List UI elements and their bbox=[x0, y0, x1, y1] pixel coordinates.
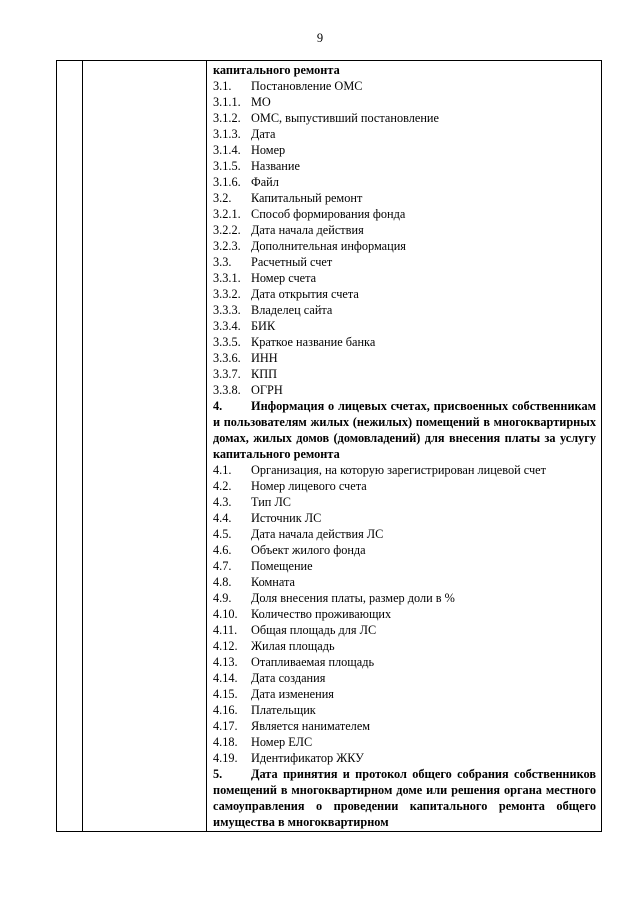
item-text: МО bbox=[251, 95, 271, 109]
item-number: 3.1.6. bbox=[213, 175, 241, 189]
item-text: Дата начала действия bbox=[251, 223, 364, 237]
item-text: Тип ЛС bbox=[251, 495, 291, 509]
list-item bbox=[213, 670, 596, 686]
item-number: 3.3.3. bbox=[213, 303, 241, 317]
item-number: 3.1.5. bbox=[213, 159, 241, 173]
item-text: Способ формирования фонда bbox=[251, 207, 406, 221]
list-item bbox=[213, 334, 596, 350]
item-number: 3.1.3. bbox=[213, 127, 241, 141]
item-text: Файл bbox=[251, 175, 279, 189]
list-item bbox=[213, 542, 596, 558]
item-number: 3.3.1. bbox=[213, 271, 241, 285]
list-item bbox=[213, 702, 596, 718]
list-item bbox=[213, 350, 596, 366]
continuation-heading: капитального ремонта bbox=[213, 63, 340, 77]
item-text: Источник ЛС bbox=[251, 511, 322, 525]
section-title: Дата принятия и протокол общего собрания собственников помещений в многоквартирном доме или решения органа местного самоуправления о проведении капитального ремонта общего имущества в многоквартирном bbox=[213, 767, 596, 829]
list-item bbox=[213, 318, 596, 334]
list-item bbox=[213, 606, 596, 622]
item-text: Помещение bbox=[251, 559, 313, 573]
item-number: 4.12. bbox=[213, 639, 238, 653]
section-number: 5. bbox=[213, 767, 223, 781]
list-item bbox=[213, 286, 596, 302]
item-number: 4.9. bbox=[213, 591, 232, 605]
list-item bbox=[213, 126, 596, 142]
column-divider bbox=[82, 61, 83, 831]
item-text: Общая площадь для ЛС bbox=[251, 623, 377, 637]
item-number: 4.18. bbox=[213, 735, 238, 749]
item-number: 4.8. bbox=[213, 575, 232, 589]
list-item bbox=[213, 622, 596, 638]
item-number: 3.2. bbox=[213, 191, 232, 205]
list-item bbox=[213, 494, 596, 510]
item-number: 4.11. bbox=[213, 623, 238, 637]
item-text: Номер лицевого счета bbox=[251, 479, 367, 493]
item-number: 3.1. bbox=[213, 79, 232, 93]
item-text: Доля внесения платы, размер доли в % bbox=[251, 591, 455, 605]
item-number: 4.6. bbox=[213, 543, 232, 557]
item-number: 3.3. bbox=[213, 255, 232, 269]
item-number: 3.3.5. bbox=[213, 335, 241, 349]
list-item bbox=[213, 142, 596, 158]
item-number: 3.3.7. bbox=[213, 367, 241, 381]
list-item bbox=[213, 78, 596, 94]
page-number: 9 bbox=[316, 31, 324, 45]
item-number: 4.1. bbox=[213, 463, 232, 477]
list-item bbox=[213, 254, 596, 270]
item-number: 3.1.4. bbox=[213, 143, 241, 157]
item-number: 4.13. bbox=[213, 655, 238, 669]
item-number: 3.3.8. bbox=[213, 383, 241, 397]
item-text: Капитальный ремонт bbox=[251, 191, 363, 205]
item-text: Номер ЕЛС bbox=[251, 735, 313, 749]
item-number: 4.2. bbox=[213, 479, 232, 493]
item-text: Номер счета bbox=[251, 271, 317, 285]
item-number: 4.15. bbox=[213, 687, 238, 701]
list-item bbox=[213, 462, 596, 478]
item-text: Жилая площадь bbox=[251, 639, 335, 653]
column-divider bbox=[206, 61, 207, 831]
list-item bbox=[213, 590, 596, 606]
list-item bbox=[213, 190, 596, 206]
item-number: 4.17. bbox=[213, 719, 238, 733]
item-text: Постановление ОМС bbox=[251, 79, 363, 93]
item-number: 3.2.2. bbox=[213, 223, 241, 237]
item-number: 4.14. bbox=[213, 671, 238, 685]
item-text: БИК bbox=[251, 319, 276, 333]
item-text: Комната bbox=[251, 575, 295, 589]
item-text: Краткое название банка bbox=[251, 335, 376, 349]
section-number: 4. bbox=[213, 399, 223, 413]
item-number: 3.2.3. bbox=[213, 239, 241, 253]
item-text: Объект жилого фонда bbox=[251, 543, 366, 557]
item-number: 3.3.6. bbox=[213, 351, 241, 365]
document-table bbox=[56, 60, 602, 832]
item-number: 3.1.1. bbox=[213, 95, 241, 109]
section-4-list bbox=[213, 462, 596, 766]
section-3-list bbox=[213, 78, 596, 398]
list-item bbox=[213, 158, 596, 174]
item-number: 4.3. bbox=[213, 495, 232, 509]
item-text: Дата открытия счета bbox=[251, 287, 359, 301]
list-item bbox=[213, 302, 596, 318]
list-item bbox=[213, 238, 596, 254]
list-item bbox=[213, 110, 596, 126]
item-number: 4.16. bbox=[213, 703, 238, 717]
list-item bbox=[213, 94, 596, 110]
list-item bbox=[213, 510, 596, 526]
list-item bbox=[213, 366, 596, 382]
list-item bbox=[213, 174, 596, 190]
item-text: ОГРН bbox=[251, 383, 283, 397]
item-text: Номер bbox=[251, 143, 286, 157]
item-text: Дата начала действия ЛС bbox=[251, 527, 384, 541]
item-number: 4.19. bbox=[213, 751, 238, 765]
list-item bbox=[213, 574, 596, 590]
section-title: Информация о лицевых счетах, присвоенных собственникам и пользователям жилых (нежилых) помещений в многоквартирных домах, жилых домов (домовладений) для внесения платы за услугу капитального ремонта bbox=[213, 399, 596, 461]
item-text: Организация, на которую зарегистрирован лицевой счет bbox=[251, 463, 546, 477]
list-item bbox=[213, 558, 596, 574]
item-text: Название bbox=[251, 159, 300, 173]
item-number: 4.4. bbox=[213, 511, 232, 525]
item-text: Плательщик bbox=[251, 703, 316, 717]
list-item bbox=[213, 478, 596, 494]
item-text: Расчетный счет bbox=[251, 255, 333, 269]
list-item bbox=[213, 526, 596, 542]
list-item bbox=[213, 638, 596, 654]
item-text: Идентификатор ЖКУ bbox=[251, 751, 364, 765]
item-text: Количество проживающих bbox=[251, 607, 392, 621]
item-text: ОМС, выпустивший постановление bbox=[251, 111, 439, 125]
item-text: Дата bbox=[251, 127, 276, 141]
item-text: Дополнительная информация bbox=[251, 239, 406, 253]
section-4-heading bbox=[213, 398, 596, 462]
item-text: Дата изменения bbox=[251, 687, 334, 701]
list-item bbox=[213, 654, 596, 670]
item-text: КПП bbox=[251, 367, 277, 381]
item-text: ИНН bbox=[251, 351, 278, 365]
list-item bbox=[213, 750, 596, 766]
item-number: 3.2.1. bbox=[213, 207, 241, 221]
item-text: Является нанимателем bbox=[251, 719, 371, 733]
item-text: Дата создания bbox=[251, 671, 326, 685]
list-item bbox=[213, 686, 596, 702]
item-number: 3.3.2. bbox=[213, 287, 241, 301]
list-item bbox=[213, 222, 596, 238]
list-item bbox=[213, 382, 596, 398]
section-5-heading bbox=[213, 766, 596, 830]
item-number: 4.5. bbox=[213, 527, 232, 541]
item-number: 4.7. bbox=[213, 559, 232, 573]
list-item bbox=[213, 718, 596, 734]
item-text: Отапливаемая площадь bbox=[251, 655, 375, 669]
item-text: Владелец сайта bbox=[251, 303, 333, 317]
list-item bbox=[213, 734, 596, 750]
item-number: 3.1.2. bbox=[213, 111, 241, 125]
list-item bbox=[213, 206, 596, 222]
item-number: 3.3.4. bbox=[213, 319, 241, 333]
list-item bbox=[213, 270, 596, 286]
table-content-cell bbox=[213, 62, 596, 830]
item-number: 4.10. bbox=[213, 607, 238, 621]
